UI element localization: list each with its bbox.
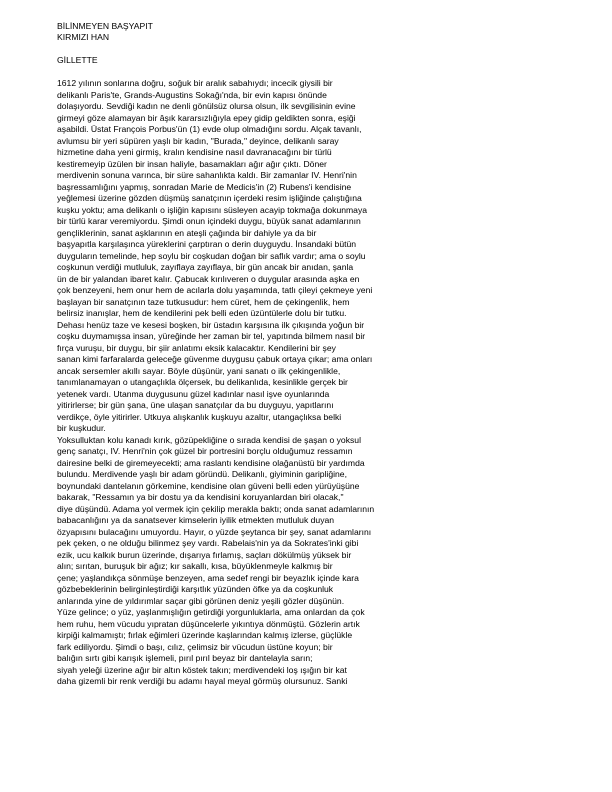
text-line: gözbebeklerinin belirginleştirdiği karşıtlık yüzünden öfke ya da coşkunluk — [57, 584, 334, 594]
book-title: BİLİNMEYEN BAŞYAPIT — [57, 21, 153, 31]
text-line: babacanlığını ya da sanatsever kimselerin iyilik etmekten mutluluk duyan — [57, 515, 335, 525]
text-line: bir kuşkudur. — [57, 423, 106, 433]
text-line: verdikçe, öyle yitirirler. Utkuya alışkanlık kuşkuyu azaltır, utangaçlıksa belki — [57, 411, 342, 422]
text-line: başlayan bir sanatçının taze tutkusudur: hem cüret, hem de çekingenlik, hem — [57, 296, 350, 307]
text-line: dolaşıyordu. Sevdiği kadın ne denli gönülsüz olursa olsun, ilk sevgilisinin evine — [57, 101, 356, 111]
text-line: başyapıtla karşılaşınca yüreklerini çarptıran o derin duyguydu. İnsandaki bütün — [57, 239, 357, 249]
text-line: 1612 yılının sonlarına doğru, soğuk bir aralık sabahıydı; incecik giysili bir — [57, 78, 333, 88]
text-line: girmeyi göze alamayan bir âşık kararsızlığıyla epey gidip geldikten sonra, eşiği — [57, 112, 356, 123]
text-line: hem ruhu, hem vücudu yıpratan düşüncelerle yıkıntıya dönmüştü. Gözlerin artık — [57, 618, 360, 629]
text-line: belirsiz inanışlar, hem de kendilerini pek belli eden üzüntülerle dolu bir tutku. — [57, 308, 347, 318]
book-subtitle: KIRMIZI HAN — [57, 32, 110, 43]
text-line: tanımlanamayan o utangaçlıkla ölçersek, bu delikanlıda, kesinlikle gerçek bir — [57, 377, 348, 387]
text-line: boynundaki dantelanın görkemine, kendisine olan güveni belli eden yürüyüşüne — [57, 480, 360, 491]
text-line: çene; yaşlandıkça sönmüşe benzeyen, ama sedef rengi bir beyazlık içinde kara — [57, 572, 359, 583]
text-line: kestiremeyip üzülen bir insan haliyle, basamakları ağır ağır çıktı. Döner — [57, 158, 327, 169]
text-line: merdivenin sonuna varınca, bir süre sahanlıkta kaldı. Bir zamanlar IV. Henri'nin — [57, 170, 357, 180]
text-line: başressamlığını yapmış, sonradan Marie de Medicis'in (2) Rubens'i kendisine — [57, 181, 352, 192]
text-line: anlarında yine de yıldırımlar saçar gibi görünen deniz yeşili gözler düşünün. — [57, 595, 345, 606]
text-line: çok benzeyeni, hem onur hem de acılarla dolu yaşamında, tatlı çileyi çekmeye yeni — [57, 285, 373, 295]
text-line: duyguların temelinde, hep soylu bir coşkudan doğan bir saflık vardır; ama o soylu — [57, 250, 366, 261]
text-line: fırça vuruşu, bir duygu, bir şiir anlatımı eksik kalacaktır. Kendilerini bir şey — [57, 342, 336, 353]
document-page — [57, 21, 577, 688]
text-line: genç sanatçı, IV. Henri'nin çok güzel bir portresini borçlu olduğumuz ressamın — [57, 446, 353, 456]
text-line: Dehası henüz taze ve kesesi boşken, bir üstadın karşısına ilk çıkışında yoğun bir — [57, 319, 365, 330]
text-line: kirpiği kalmamıştı; fırlak eğimleri üzerinde kaşlarından kalmış izlerse, güçlükle — [57, 630, 353, 640]
text-line: yetenek vardı. Utanma duygusunu güzel kadınlar nasıl işve oyunlarında — [57, 388, 330, 399]
text-line: siyah yeleği üzerine ağır bir altın köstek takın; merdivendeki loş ışığın bir kat — [57, 664, 347, 675]
text-line: kuşku yoktu; ama delikanlı o işliğin kapısını süsleyen acayip tokmağa dokunmaya — [57, 204, 368, 215]
section-title: GİLLETTE — [57, 55, 98, 66]
text-line: ün de bir yalandan ibaret kalır. Çabucak kırılıveren o duygular arasında aşka en — [57, 273, 360, 284]
text-line: sanan kimi farfaralarda geleceğe güvenme duygusu çabuk ortaya çıkar; ama onları — [57, 354, 373, 364]
text-line: bir türlü karar veremiyordu. Şimdi onun içindeki duygu, büyük sanat adamlarının — [57, 216, 361, 226]
body-text — [57, 78, 577, 688]
text-line: ezik, ucu kalkık burun üzerinde, dışarıya fırlamış, saçları dökülmüş yüksek bir — [57, 549, 352, 560]
text-line: delikanlı Paris'te, Grands-Augustins Sokağı'nda, bir evin kapısı önünde — [57, 89, 327, 100]
text-line: hizmetine daha yeni girmiş, kralın kendisine nasıl davranacağını bir türlü — [57, 147, 332, 157]
text-line: aşabildi. Üstat François Porbus'ün (1) evde olup olmadığını sordu. Alçak tavanlı, — [57, 124, 362, 134]
text-line: bakarak, "Ressamın ya bir dostu ya da kendisini koruyanlardan biri olacak," — [57, 492, 344, 502]
text-line: gençliklerinin, sanat aşklarının en ateşli çağında bir dahiyle ya da bir — [57, 227, 317, 238]
text-line: ancak sersemler akıllı sayar. Böyle düşünür, yani sanatı o ilk çekingenlikle, — [57, 365, 341, 376]
text-line: daha gizemli bir renk verdiği bu adamı hayal meyal görmüş olursunuz. Sanki — [57, 676, 348, 686]
text-line: alın; sırıtan, buruşuk bir ağız; kır sakallı, kısa, büyüklenmeyle kalkmış bir — [57, 561, 333, 571]
text-line: dairesine belki de giremeyecekti; ama raslantı kendisine olağanüstü bir yardımda — [57, 457, 365, 468]
text-line: Yüze gelince; o yüz, yaşlanmışlığın getirdiği yorgunluklarla, ama onlardan da çok — [57, 607, 365, 617]
text-line: diye düşündü. Adama yol vermek için çekilip merakla baktı; onda sanat adamlarının — [57, 503, 375, 514]
text-line: pek çeken, o ne olduğu bilinmez şey vardı. Rabelais'nin ya da Sokrates'inki gibi — [57, 538, 359, 548]
text-line: coşkunun verdiği mutluluk, zayıflaya zayıflaya, bir gün ancak bir anıdan, şanla — [57, 262, 354, 272]
text-line: Yoksulluktan kolu kanadı kırık, gözüpekliğine o sırada kendisi de şaşan o yoksul — [57, 434, 361, 445]
text-line: avlumsu bir yeri süpüren yaşlı bir kadın, "Burada," deyince, delikanlı saray — [57, 135, 339, 146]
text-line: balığın sırtı gibi karışık işlemeli, pırıl pırıl beyaz bir dantelayla sarın; — [57, 653, 313, 663]
text-line: özyapısını bulacağını umuyordu. Hayır, o yüzde şeytanca bir şey, sanat adamlarını — [57, 526, 372, 537]
text-line: yeğlemesi üzerine gözden düşmüş sanatçının içerdeki resim işliğinde çalıştığına — [57, 193, 362, 203]
text-line: fark ediliyordu. Şimdi o başı, cılız, çelimsiz bir vücudun üstüne koyun; bir — [57, 641, 333, 652]
text-line: bulundu. Merdivende yaşlı bir adam göründü. Delikanlı, giyiminin garipliğine, — [57, 469, 347, 479]
text-line: yitirirlerse; bir gün şana, üne ulaşan sanatçılar da bu duyguyu, yapıtlarını — [57, 400, 334, 410]
text-line: coşku duymamışsa insan, yüreğinde her zaman bir tel, yapıtında bilmem nasıl bir — [57, 331, 366, 341]
